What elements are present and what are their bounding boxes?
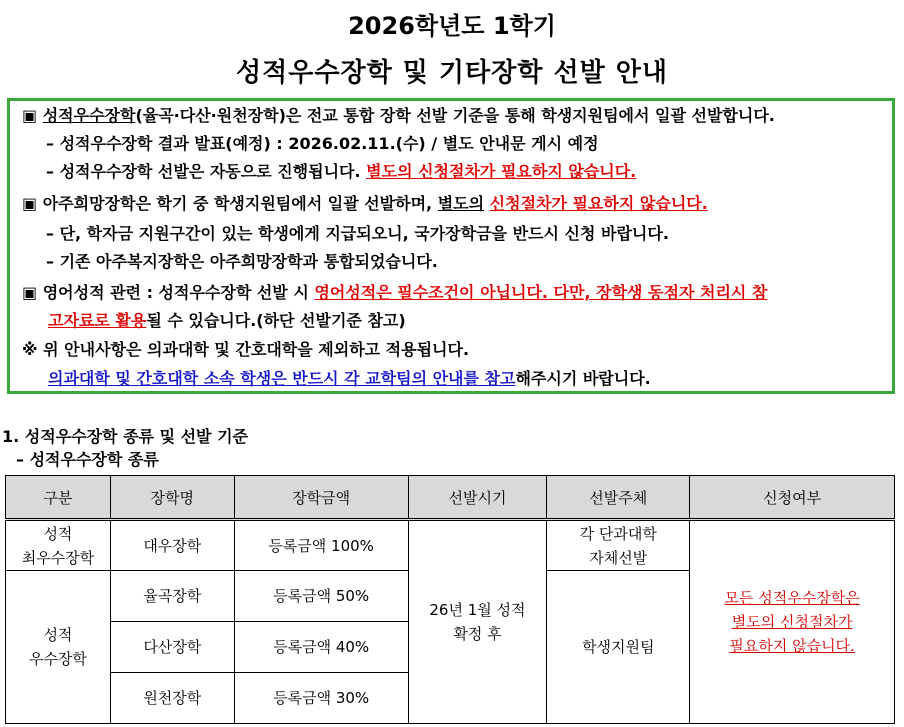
bullet-1-label: 성적우수장학 [42,106,136,125]
notice-sub-3: – 단, 학자금 지원구간이 있는 학생에게 지급되오니, 국가장학금을 반드시 신청 바랍니다. [46,224,669,243]
apply-line: 필요하지 않습니다. [729,637,855,655]
name-cell: 다산장학 [110,622,234,673]
bullet-3-highlight-2: 고자료로 활용 [48,311,147,330]
timing-line: 26년 1월 성적 [429,601,526,619]
header-timing: 선발시기 [408,476,547,520]
bullet-2-underline: 별도의 [437,194,485,213]
name-cell: 율곡장학 [110,571,234,622]
name-cell: 대우장학 [110,520,234,571]
note-marker: ※ [22,340,38,359]
bullet-2-highlight: 신청절차가 필요하지 않습니다. [489,194,708,213]
selector-cell [547,520,690,571]
notice-box [7,98,895,394]
timing-cell [408,520,547,724]
apply-cell [690,520,895,724]
note-blue: 의과대학 및 간호대학 소속 학생은 반드시 각 교학팀의 안내를 참고 [48,369,516,388]
category-line: 최우수장학 [21,548,95,567]
page-title: 2026학년도 1학기 [348,12,556,40]
section-heading: 1. 성적우수장학 종류 및 선발 기준 [2,427,248,446]
category-line: 성적 [43,626,73,644]
category-cell [6,520,111,571]
note-suffix: 해주시기 바랍니다. [515,369,651,388]
sub-2-text: – 성적우수장학 선발은 자동으로 진행됩니다. [46,162,361,181]
page-subtitle: 성적우수장학 및 기타장학 선발 안내 [236,58,668,88]
selector-line: 각 단과대학 [579,524,657,543]
bullet-1-text: (율곡·다산·원천장학)은 전교 통합 장학 선발 기준을 통해 학생지원팀에서 일괄 선발합니다. [135,106,775,125]
header-amount: 장학금액 [234,476,408,520]
bullet-marker: ▣ [22,194,38,213]
notice-sub-1: – 성적우수장학 결과 발표(예정) : 2026.02.11.(수) / 별도 안내문 게시 예정 [46,134,599,153]
amount-cell: 등록금액 100% [234,520,408,571]
header-category: 구분 [6,476,111,520]
category-cell [6,571,111,724]
category-line: 우수장학 [28,650,87,668]
notice-sub-2 [46,161,636,183]
bullet-marker: ▣ [22,106,38,125]
name-cell: 원천장학 [110,673,234,724]
apply-line: 모든 성적우수장학은 [724,589,860,607]
notice-bullet-3-cont [48,310,406,332]
category-line: 성적 [43,524,73,543]
table-header-row [6,476,895,520]
amount-cell: 등록금액 30% [234,673,408,724]
sub-2-highlight: 별도의 신청절차가 필요하지 않습니다. [366,162,637,181]
bullet-3-suffix: 될 수 있습니다.(하단 선발기준 참고) [146,311,406,330]
bullet-3-highlight: 영어성적은 필수조건이 아닙니다. 다만, 장학생 동점자 처리시 참 [314,283,768,302]
bullet-2-text: 아주희망장학은 학기 중 학생지원팀에서 일괄 선발하며, [42,194,433,213]
apply-line: 별도의 신청절차가 [731,613,853,631]
note-text: 위 안내사항은 의과대학 및 간호대학을 제외하고 적용됩니다. [43,340,470,359]
selector-line: 자체선발 [589,548,648,567]
notice-note-cont [48,368,651,390]
section-subheading: – 성적우수장학 종류 [16,450,159,469]
notice-sub-4: – 기존 아주복지장학은 아주희망장학과 통합되었습니다. [46,252,438,271]
notice-note [22,339,469,361]
amount-cell: 등록금액 50% [234,571,408,622]
header-selector: 선발주체 [547,476,690,520]
notice-bullet-3 [22,282,767,304]
table-row [6,520,895,571]
notice-bullet-2 [22,193,708,215]
amount-cell: 등록금액 40% [234,622,408,673]
header-apply: 신청여부 [690,476,895,520]
bullet-3-text: 영어성적 관련 : 성적우수장학 선발 시 [42,283,309,302]
notice-bullet-1 [22,105,775,127]
header-name: 장학명 [110,476,234,520]
scholarship-table [5,475,895,724]
timing-line: 확정 후 [453,625,502,643]
selector-cell: 학생지원팀 [547,571,690,724]
bullet-marker: ▣ [22,283,38,302]
